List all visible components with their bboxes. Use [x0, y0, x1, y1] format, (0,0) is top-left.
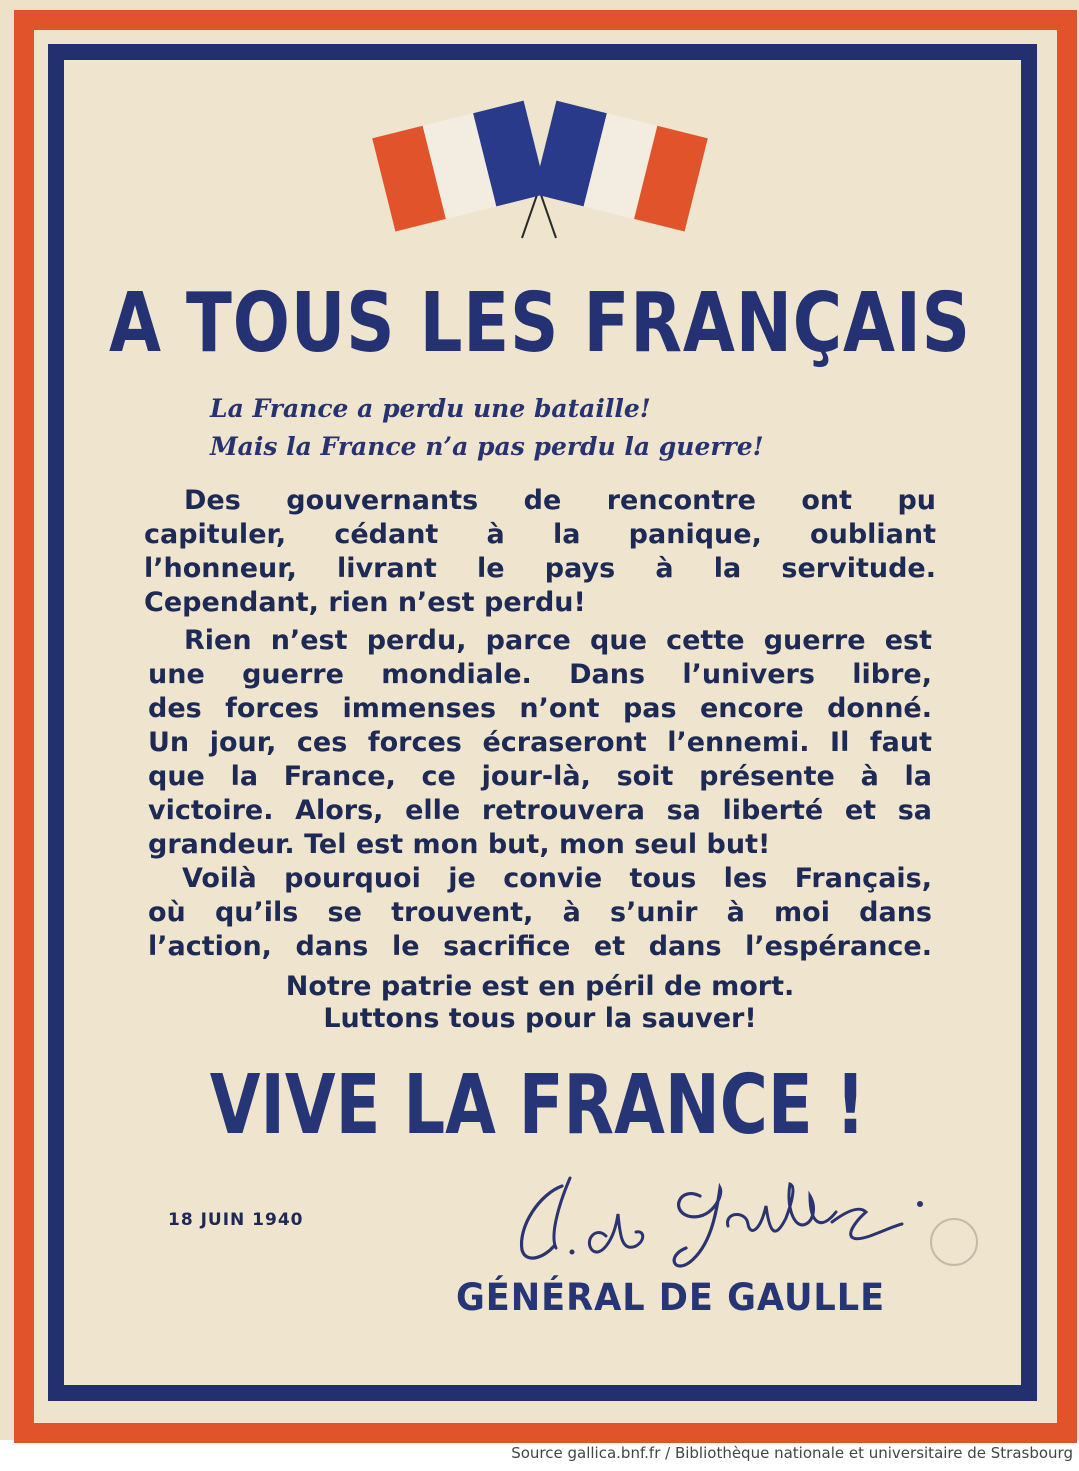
- paragraph-3: [148, 862, 932, 964]
- paragraph-line: où qu’ils se trouvent, à s’unir à moi dans: [148, 897, 932, 928]
- paragraph-line: Notre patrie est en péril de mort.: [285, 971, 795, 1002]
- library-stamp-icon: [930, 1218, 978, 1266]
- paragraph-line: une guerre mondiale. Dans l’univers libre,: [148, 659, 932, 690]
- source-credit: Source gallica.bnf.fr / Bibliothèque nationale et universitaire de Strasbourg: [511, 1444, 1073, 1462]
- paragraph-1: [144, 484, 936, 620]
- paragraph-line: des forces immenses n’ont pas encore donné.: [148, 693, 932, 724]
- subtitle-line-2: Mais la France n’a pas perdu la guerre!: [210, 432, 764, 461]
- poster-title: A TOUS LES FRANÇAIS: [108, 276, 971, 371]
- paragraph-line: l’honneur, livrant le pays à la servitude.: [144, 553, 936, 584]
- paragraph-line: Luttons tous pour la sauver!: [323, 1003, 757, 1034]
- paragraph-line: que la France, ce jour-là, soit présente à la: [148, 761, 932, 792]
- paragraph-line: Un jour, ces forces écraseront l’ennemi. Il faut: [148, 727, 932, 758]
- paragraph-line: capituler, cédant à la panique, oubliant: [144, 519, 936, 550]
- paragraph-line: l’action, dans le sacrifice et dans l’espérance.: [148, 931, 932, 962]
- paragraph-line: victoire. Alors, elle retrouvera sa liberté et sa: [148, 795, 932, 826]
- paragraph-2: [148, 624, 932, 862]
- signatory-name: GÉNÉRAL DE GAULLE: [456, 1276, 886, 1319]
- poster-date: 18 JUIN 1940: [168, 1210, 304, 1230]
- paragraph-line: Rien n’est perdu, parce que cette guerre est: [184, 625, 932, 656]
- handwritten-signature-icon: [510, 1166, 930, 1276]
- paragraph-line: grandeur. Tel est mon but, mon seul but!: [148, 829, 771, 860]
- crossed-flags-icon: [370, 88, 710, 240]
- paragraph-line: Des gouvernants de rencontre ont pu: [184, 485, 936, 516]
- paragraph-4: [148, 970, 932, 1036]
- paragraph-line: Voilà pourquoi je convie tous les Français,: [182, 863, 932, 894]
- subtitle-line-1: La France a perdu une bataille!: [210, 394, 651, 423]
- closing-slogan: VIVE LA FRANCE !: [209, 1058, 866, 1153]
- paragraph-line: Cependant, rien n’est perdu!: [144, 587, 586, 618]
